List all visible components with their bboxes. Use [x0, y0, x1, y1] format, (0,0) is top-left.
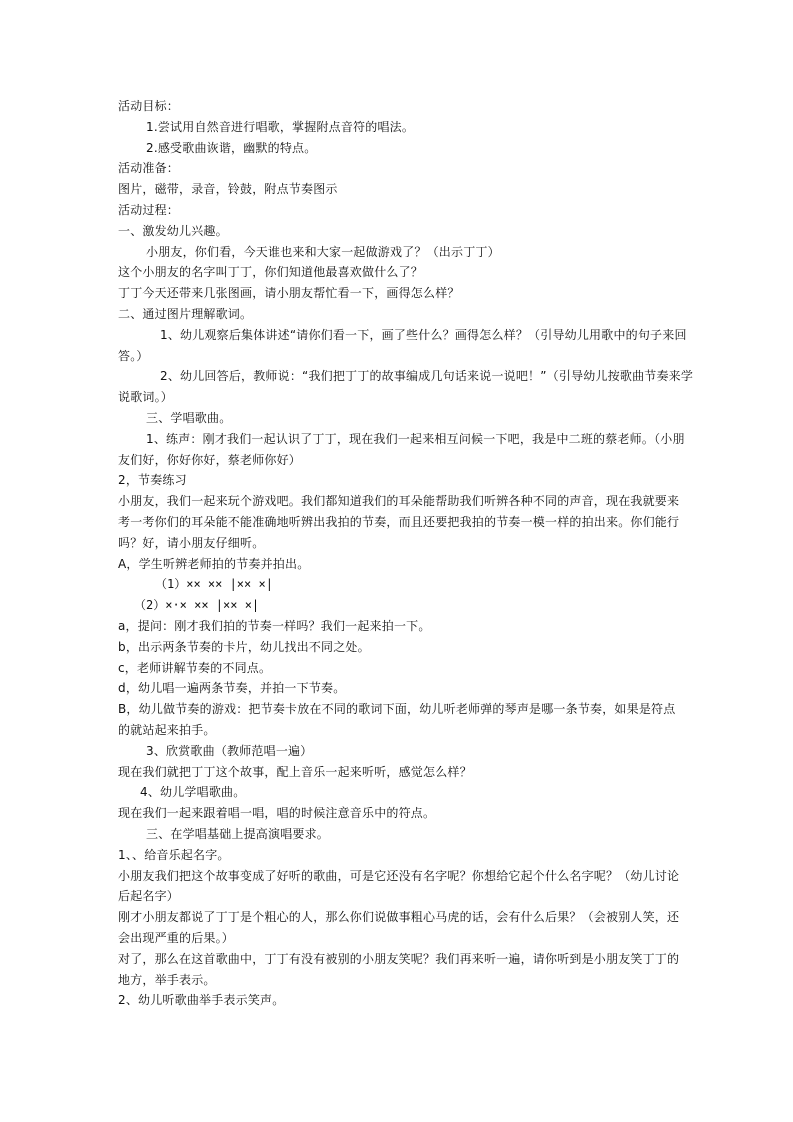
text-line: 三、在学唱基础上提高演唱要求。: [146, 827, 330, 841]
text-line: 现在我们就把丁丁这个故事，配上音乐一起来听听，感觉怎么样？: [118, 764, 472, 779]
text-line: a，提问：刚才我们拍的节奏一样吗？我们一起来拍一下。: [118, 619, 431, 633]
text-line: 小朋友，你们看，今天谁也来和大家一起做游戏了？（出示丁丁）: [146, 244, 500, 259]
text-line: B，幼儿做节奏的游戏：把节奏卡放在不同的歌词下面，幼儿听老师弹的琴声是哪一条节奏，如果是符点: [118, 702, 676, 717]
text-line: 1、幼儿观察后集体讲述“请你们看一下，画了些什么？画得怎么样？（引导幼儿用歌中的句子来回: [160, 327, 687, 342]
text-line: 丁丁今天还带来几张图画，请小朋友帮忙看一下，画得怎么样？: [118, 286, 460, 301]
text-line: 2.感受歌曲诙谐，幽默的特点。: [146, 140, 317, 155]
text-line: 刚才小朋友都说了丁丁是个粗心的人，那么你们说做事粗心马虎的话，会有什么后果？（会被别人笑，还: [118, 910, 680, 925]
text-line: 1、练声：刚才我们一起认识了丁丁，现在我们一起来相互问候一下吧，我是中二班的蔡老师。（小朋: [146, 431, 685, 446]
text-line: d，幼儿唱一遍两条节奏，并拍一下节奏。: [118, 681, 346, 696]
text-line: 答。）: [118, 348, 149, 363]
text-line: 后起名字）: [118, 889, 180, 904]
rhythm-notation-line: （2）×·× ×× |×× ×|: [134, 598, 260, 613]
text-line: 一、激发幼儿兴趣。: [118, 223, 228, 238]
text-line: 友们好，你好你好，蔡老师你好）: [118, 452, 302, 467]
text-line: A，学生听辨老师拍的节奏并拍出。: [118, 556, 310, 571]
text-line: 对了，那么在这首歌曲中，丁丁有没有被别的小朋友笑呢？我们再来听一遍，请你听到是小朋友笑丁丁的: [118, 951, 680, 966]
text-line: 2、幼儿听歌曲举手表示笑声。: [118, 993, 285, 1008]
text-line: 2，节奏练习: [118, 473, 187, 488]
text-line: 说歌词。）: [118, 390, 174, 405]
text-line: 这个小朋友的名字叫丁丁，你们知道他最喜欢做什么了？: [118, 265, 424, 280]
rhythm-notation-line: （1）×× ×× |×× ×|: [155, 577, 273, 592]
text-line: 小朋友，我们一起来玩个游戏吧。我们都知道我们的耳朵能帮助我们听辨各种不同的声音，现在我就要来: [118, 494, 680, 509]
text-line: 3、欣赏歌曲（教师范唱一遍）: [146, 743, 313, 758]
text-line: 活动过程：: [118, 203, 180, 217]
text-line: 二、通过图片理解歌词。: [118, 307, 253, 321]
text-line: c，老师讲解节奏的不同点。: [118, 660, 272, 675]
text-line: 2、幼儿回答后，教师说：“我们把丁丁的故事编成几句话来说一说吧！”（引导幼儿按歌曲节奏来学: [160, 369, 694, 384]
text-line: 1.尝试用自然音进行唱歌，掌握附点音符的唱法。: [146, 119, 415, 134]
text-line: 活动准备：: [118, 161, 180, 176]
text-line: 考一考你们的耳朵能不能准确地听辨出我拍的节奏，而且还要把我拍的节奏一模一样的拍出来。你们能行: [118, 515, 680, 529]
text-line: 小朋友我们把这个故事变成了好听的歌曲，可是它还没有名字呢？你想给它起个什么名字呢？（幼儿讨论: [118, 868, 680, 883]
text-line: 三、学唱歌曲。: [146, 411, 232, 425]
text-line: 4、幼儿学唱歌曲。: [140, 785, 246, 800]
text-line: b，出示两条节奏的卡片，幼儿找出不同之处。: [118, 639, 370, 654]
text-line: 的就站起来拍手。: [118, 723, 216, 737]
text-line: 会出现严重的后果。）: [118, 931, 235, 945]
text-line: 吗？好，请小朋友仔细听。: [118, 535, 265, 550]
text-line: 地方，举手表示。: [118, 972, 216, 987]
text-line: 现在我们一起来跟着唱一唱，唱的时候注意音乐中的符点。: [118, 806, 436, 821]
text-line: 图片，磁带，录音，铃鼓，附点节奏图示: [118, 182, 338, 197]
text-line: 1、、给音乐起名字。: [118, 847, 230, 862]
text-line: 活动目标：: [118, 99, 180, 113]
